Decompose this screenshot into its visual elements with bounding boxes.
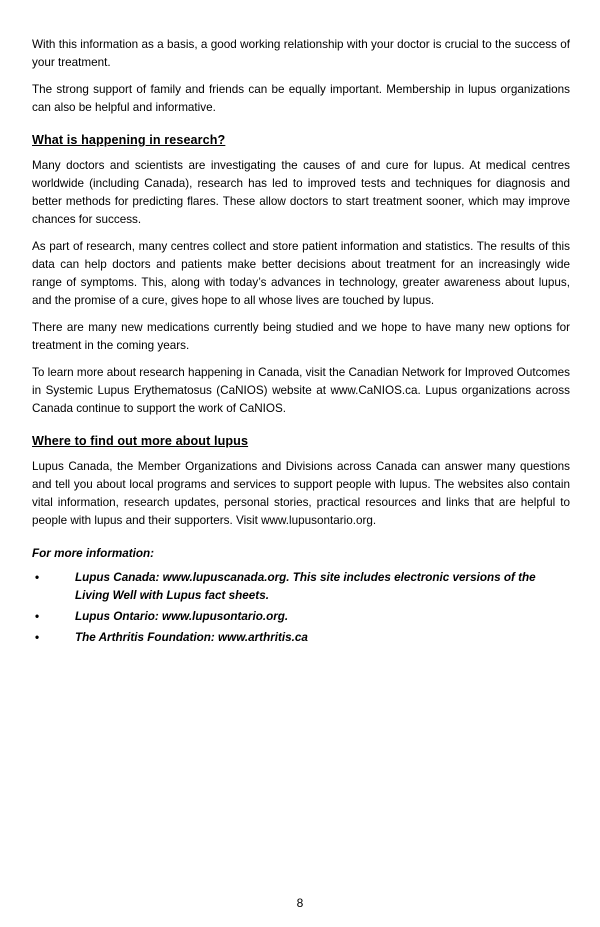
- more-info-section-heading: Where to find out more about lupus: [32, 434, 249, 448]
- for-more-information-label: For more information:: [32, 547, 155, 560]
- intro-paragraph-1: With this information as a basis, a good working relationship with your doctor is crucial to the success of your treatment.: [32, 38, 570, 69]
- list-item: • The Arthritis Foundation: www.arthritis.ca: [32, 629, 570, 647]
- research-paragraph-3: There are many new medications currently being studied and we hope to have many new options for treatment in the coming years.: [32, 321, 570, 352]
- research-paragraph-1: Many doctors and scientists are investigating the causes of and cure for lupus. At medical centres worldwide (including Canada), research has led to improved tests and techniques for diagnosis and better methods for predicting flares. These allow doctors to start treatment sooner, which may improve chances for success.: [32, 159, 570, 226]
- page-number: 8: [296, 896, 304, 910]
- more-info-paragraph: Lupus Canada, the Member Organizations and Divisions across Canada can answer many questions and tell you about local programs and services to support people with lupus. The websites also contain vital information, research updates, personal stories, practical resources and links that are helpful to people with lupus and their supporters. Visit www.lupusontario.org.: [32, 460, 570, 527]
- research-section-heading: What is happening in research?: [32, 133, 226, 147]
- research-paragraph-4: To learn more about research happening in Canada, visit the Canadian Network for Improved Outcomes in Systemic Lupus Erythematosus (CaNIOS) website at www.CaNIOS.ca. Lupus organizations across Canada continue to support the work of CaNIOS.: [32, 366, 570, 415]
- intro-paragraph-2: The strong support of family and friends can be equally important. Membership in lupus organizations can also be helpful and informative.: [32, 83, 570, 114]
- list-item: • Lupus Canada: www.lupuscanada.org. This site includes electronic versions of the Living Well with Lupus fact sheets.: [32, 569, 570, 605]
- research-paragraph-2: As part of research, many centres collect and store patient information and statistics. The results of this data can help doctors and patients make better decisions about treatment for an increasingly wide range of symptoms. This, along with today’s advances in technology, greater awareness about lupus, and the promise of a cure, gives hope to all whose lives are touched by lupus.: [32, 240, 570, 307]
- list-item: • Lupus Ontario: www.lupusontario.org.: [32, 608, 570, 626]
- resource-link-list: [32, 569, 570, 647]
